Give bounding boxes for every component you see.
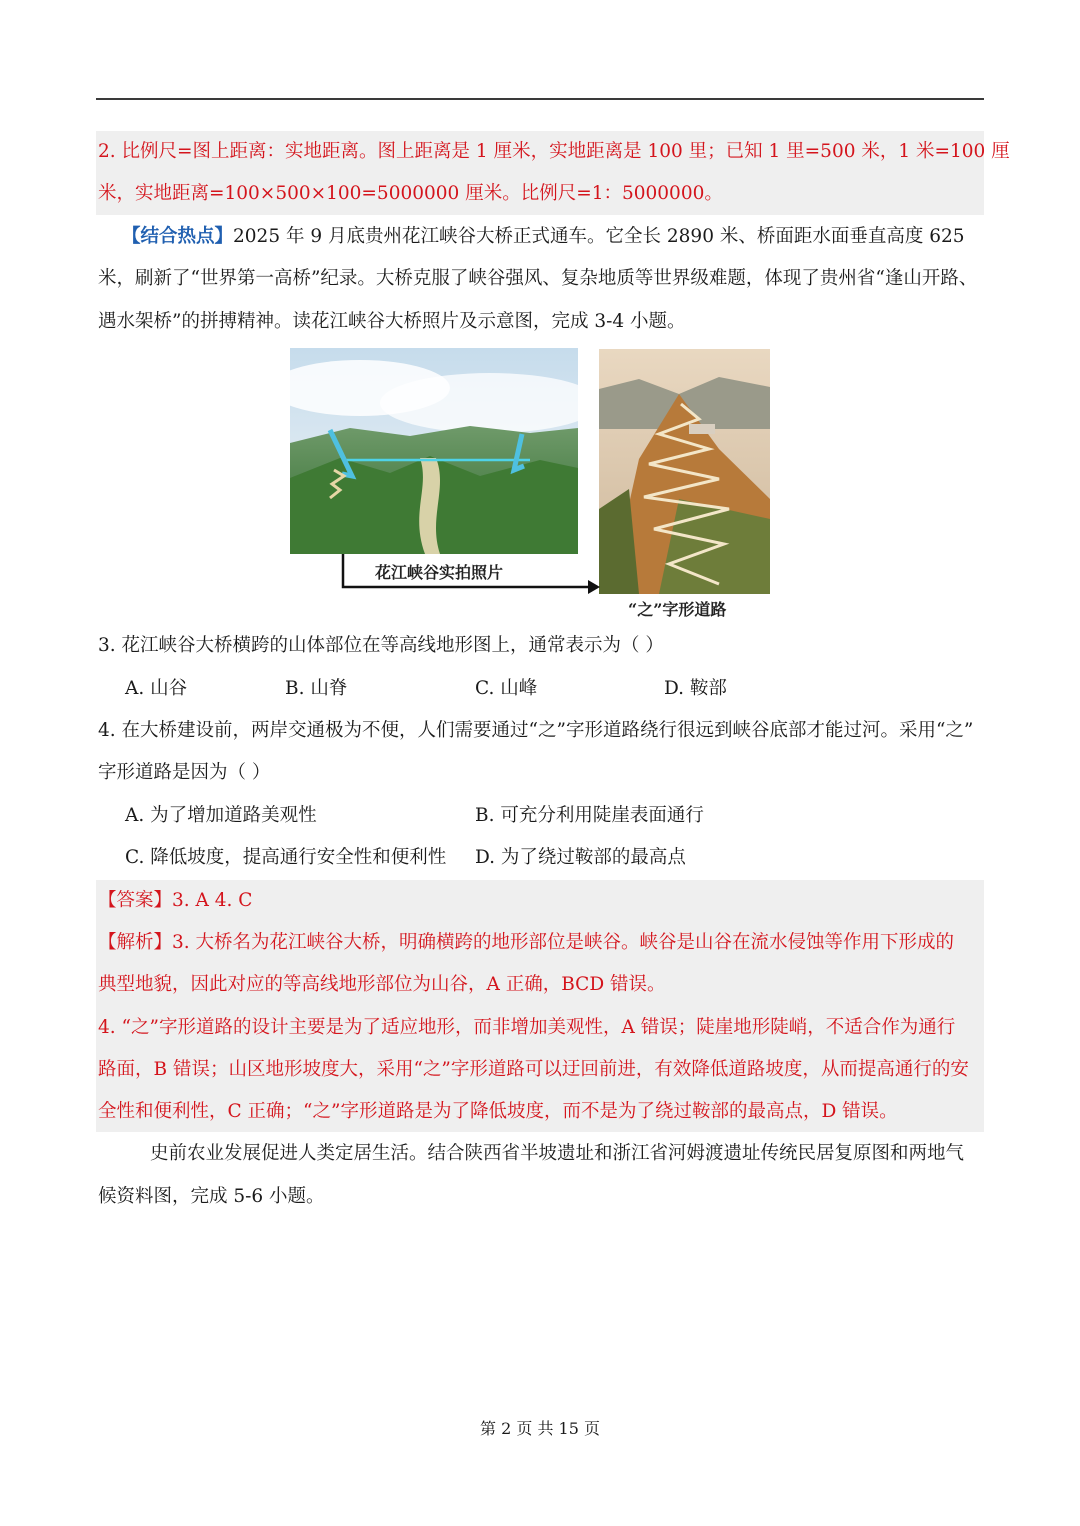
- q3-option-c: C. 山峰: [475, 678, 538, 699]
- q3-option-b: B. 山脊: [285, 678, 348, 699]
- q4-option-a: A. 为了增加道路美观性: [125, 805, 317, 826]
- intro-line-2: 候资料图，完成 5-6 小题。: [98, 1186, 325, 1207]
- q2-answer-line-2: 米，实地距离=100×500×100=5000000 厘米。比例尺=1：5000000。: [98, 183, 723, 204]
- intro-line-1: 史前农业发展促进人类定居生活。结合陕西省半坡遗址和浙江省河姆渡遗址传统民居复原图和两地气: [150, 1143, 965, 1164]
- zigzag-road-graphic: [599, 349, 770, 594]
- q4-stem-line-1: 4. 在大桥建设前，两岸交通极为不便，人们需要通过“之”字形道路绕行很远到峡谷底部才能过河。采用“之”: [98, 720, 974, 741]
- caption-gorge-photo: 花江峡谷实拍照片: [375, 563, 504, 582]
- hotspot-line-1: [122, 224, 965, 250]
- q2-answer-line-1: 2. 比例尺=图上距离：实地距离。图上距离是 1 厘米，实地距离是 100 里；已知 1 里=500 米，1 米=100 厘: [98, 141, 1010, 162]
- answer-line: 【答案】3. A 4. C: [98, 890, 253, 911]
- q3-option-a: A. 山谷: [125, 678, 188, 699]
- hotspot-line-2: 米，刷新了“世界第一高桥”纪录。大桥克服了峡谷强风、复杂地质等世界级难题，体现了贵州省“逢山开路、: [98, 268, 978, 289]
- caption-zigzag-road: “之”字形道路: [628, 600, 727, 619]
- analysis-line-4: 路面，B 错误；山区地形坡度大，采用“之”字形道路可以迂回前进，有效降低道路坡度，从而提高通行的安: [98, 1059, 969, 1080]
- analysis-line-3: 4. “之”字形道路的设计主要是为了适应地形，而非增加美观性，A 错误；陡崖地形陡峭，不适合作为通行: [98, 1017, 956, 1038]
- page-footer: 第 2 页 共 15 页: [480, 1419, 600, 1438]
- analysis-line-1: 【解析】3. 大桥名为花江峡谷大桥，明确横跨的地形部位是峡谷。峡谷是山谷在流水侵蚀等作用下形成的: [98, 932, 955, 953]
- hotspot-line-3: 遇水架桥”的拼搏精神。读花江峡谷大桥照片及示意图，完成 3-4 小题。: [98, 311, 686, 332]
- q3-option-d: D. 鞍部: [664, 678, 727, 699]
- q4-option-c: C. 降低坡度，提高通行安全性和便利性: [125, 847, 447, 868]
- answer-analysis-block: [96, 880, 984, 1132]
- q4-stem-line-2: 字形道路是因为（ ）: [98, 762, 271, 783]
- q4-option-b: B. 可充分利用陡崖表面通行: [475, 805, 704, 826]
- hotspot-text-1: 2025 年 9 月底贵州花江峡谷大桥正式通车。它全长 2890 米、桥面距水面垂直高度 625: [233, 226, 965, 247]
- analysis-line-2: 典型地貌，因此对应的等高线地形部位为山谷，A 正确，BCD 错误。: [98, 974, 666, 995]
- q4-option-d: D. 为了绕过鞍部的最高点: [475, 847, 686, 868]
- analysis-line-5: 全性和便利性，C 正确；“之”字形道路是为了降低坡度，而不是为了绕过鞍部的最高点，D 错误。: [98, 1101, 898, 1122]
- q3-stem: 3. 花江峡谷大桥横跨的山体部位在等高线地形图上，通常表示为（ ）: [98, 635, 664, 656]
- zigzag-road-photo: [599, 349, 770, 594]
- gorge-photo-graphic: [290, 348, 578, 554]
- hotspot-tag: 【结合热点】: [122, 226, 234, 247]
- header-rule: [96, 98, 984, 100]
- gorge-photo: [290, 348, 578, 554]
